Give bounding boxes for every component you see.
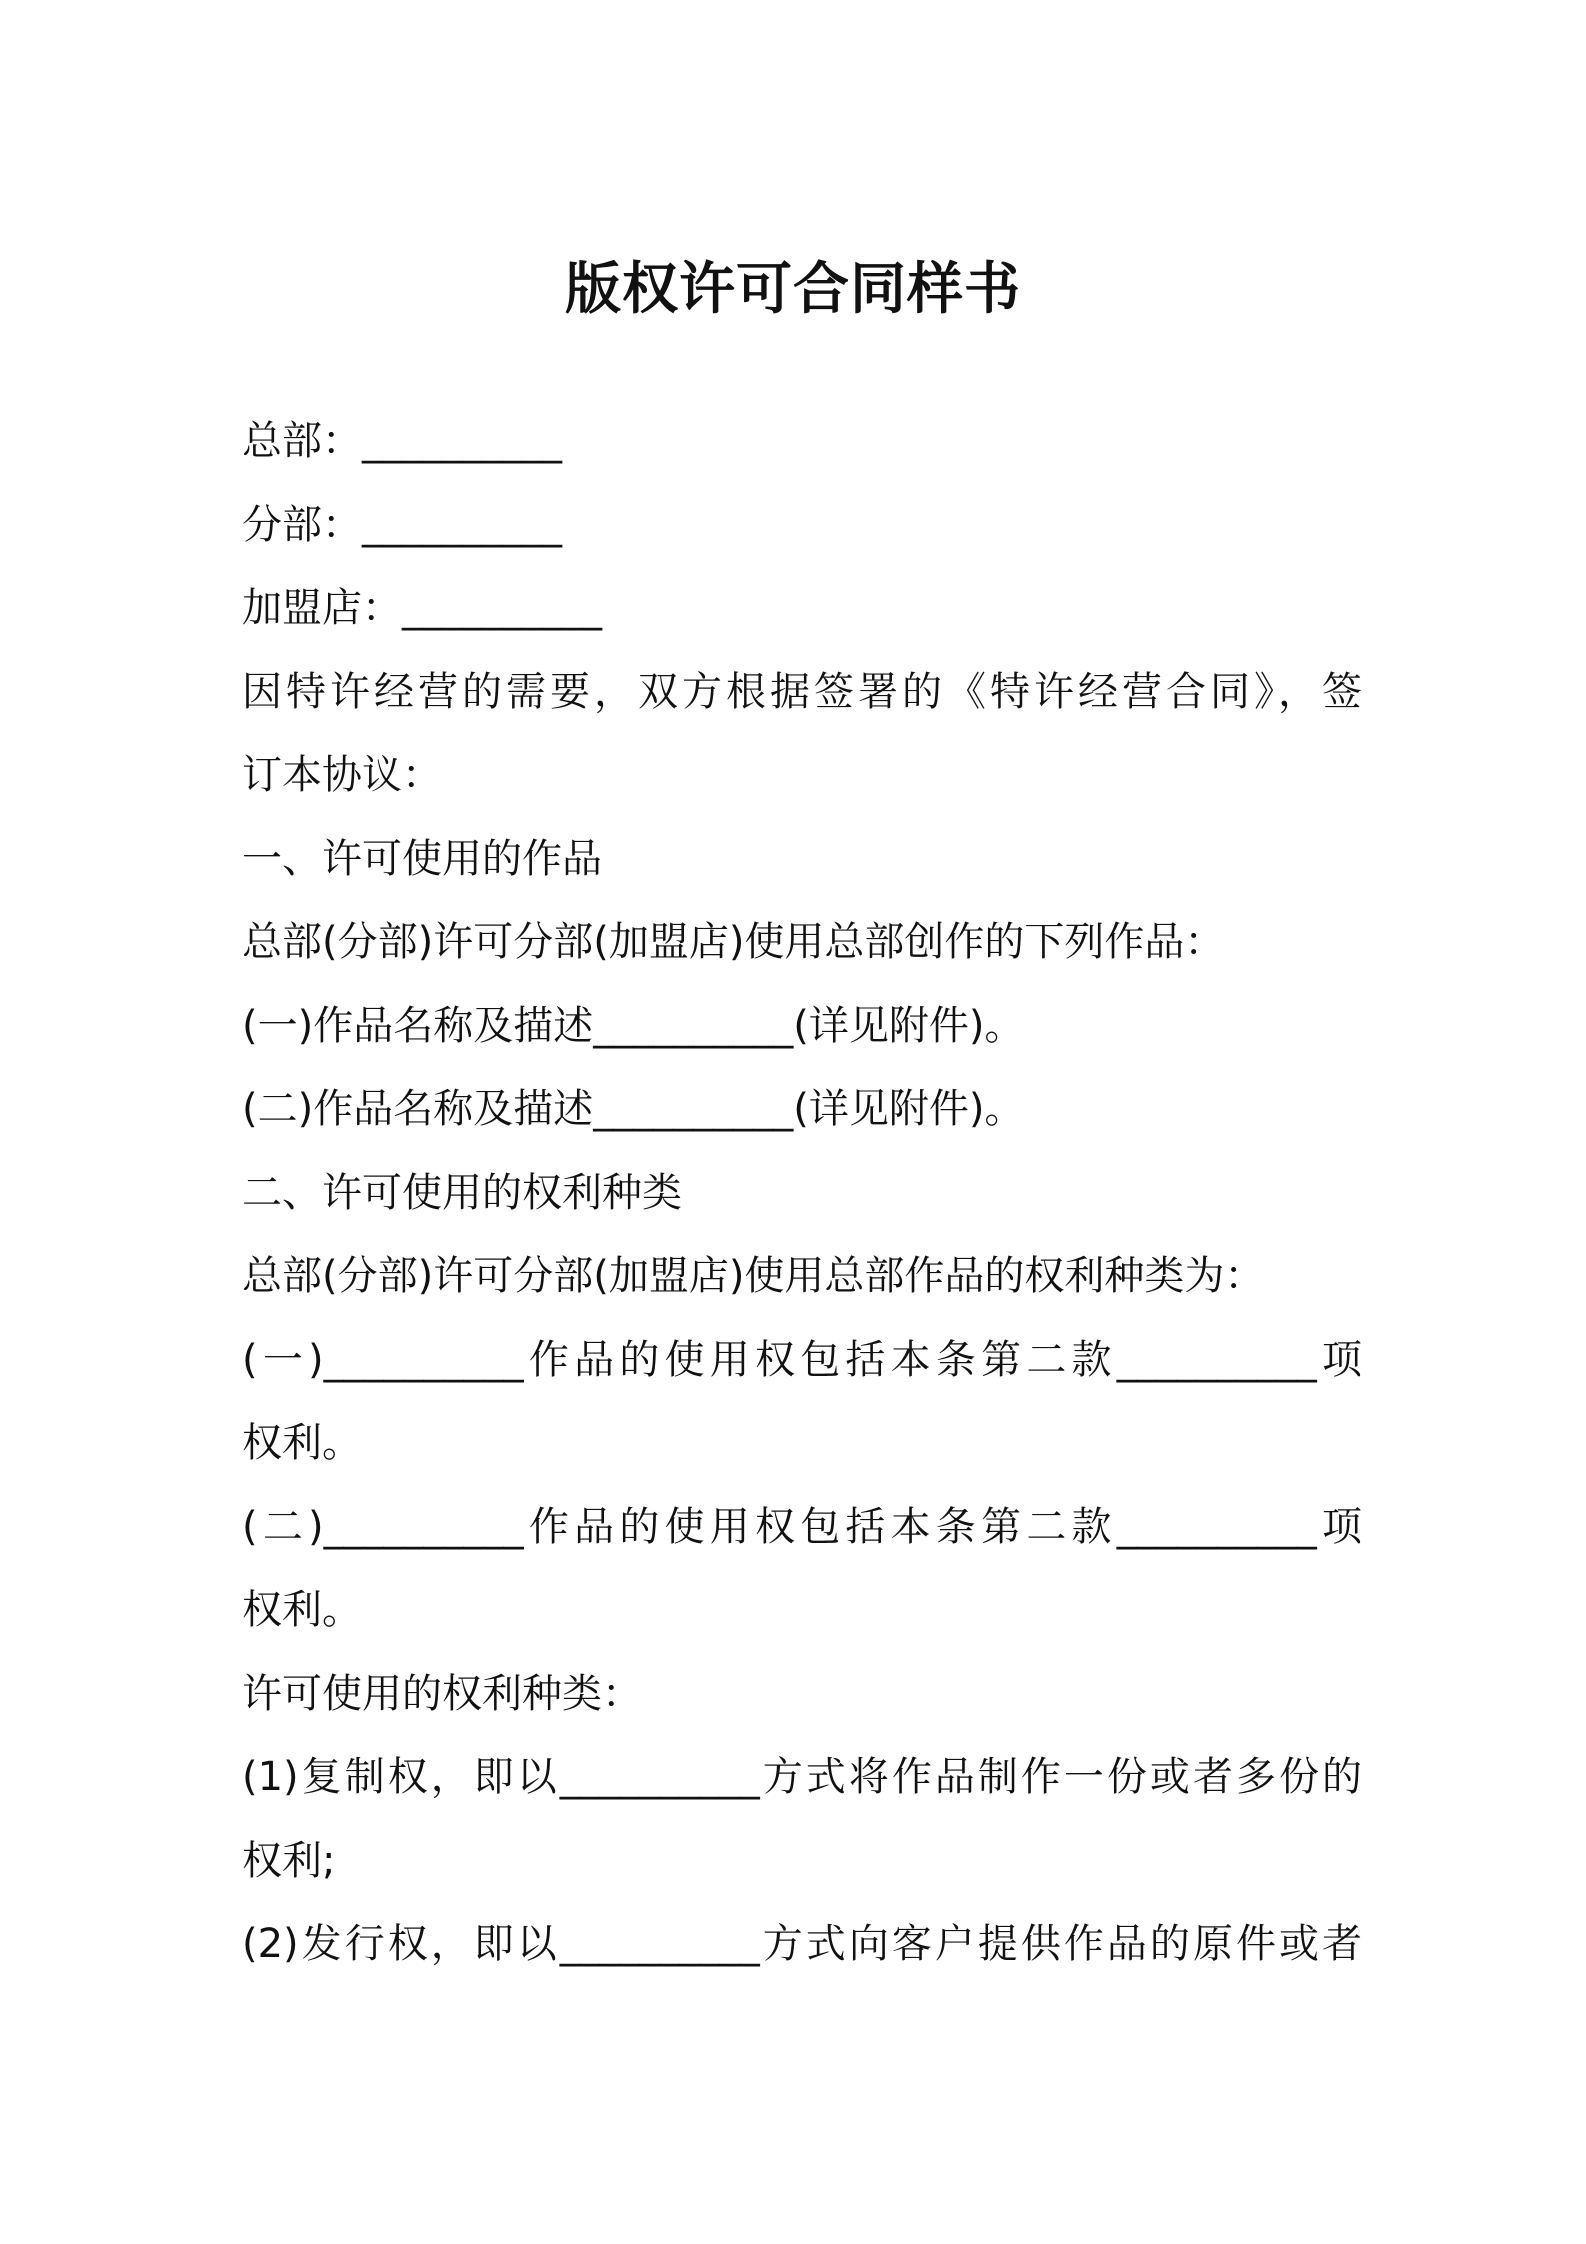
text-line-preamble: 因特许经营的需要，双方根据签署的《特许经营合同》，签	[242, 668, 1362, 715]
list-item-work-1: (一)作品名称及描述__________(详见附件)。	[242, 1002, 1025, 1049]
text-line-preamble-continued: 订本协议：	[242, 752, 442, 798]
text-line-branch: 分部：__________	[242, 501, 562, 548]
text-line-rights-types-intro: 总部(分部)许可分部(加盟店)使用总部作品的权利种类为：	[242, 1253, 1265, 1299]
list-item-reproduction-right-continued: 权利;	[242, 1837, 336, 1884]
text-line-headquarters: 总部：__________	[242, 418, 562, 464]
list-item-distribution-right: (2)发行权，即以__________方式向客户提供作品的原件或者	[242, 1921, 1362, 1967]
list-item-rights-2: (二)__________作品的使用权包括本条第二款__________项	[242, 1503, 1362, 1550]
document-body	[242, 400, 1362, 1987]
text-line-rights-types-heading: 许可使用的权利种类：	[242, 1670, 642, 1717]
text-line-licensed-works-intro: 总部(分部)许可分部(加盟店)使用总部创作的下列作品：	[242, 919, 1225, 965]
text-line-franchise-store: 加盟店：__________	[242, 585, 602, 631]
list-item-rights-1-continued: 权利。	[242, 1420, 362, 1466]
list-item-reproduction-right: (1)复制权，即以__________方式将作品制作一份或者多份的	[242, 1754, 1362, 1800]
list-item-rights-1: (一)__________作品的使用权包括本条第二款__________项	[242, 1336, 1362, 1383]
section-heading-licensed-works: 一、许可使用的作品	[242, 835, 602, 882]
list-item-rights-2-continued: 权利。	[242, 1587, 362, 1633]
document-title: 版权许可合同样书	[565, 257, 1021, 322]
list-item-work-2: (二)作品名称及描述__________(详见附件)。	[242, 1086, 1025, 1132]
section-heading-rights-types: 二、许可使用的权利种类	[242, 1169, 682, 1216]
